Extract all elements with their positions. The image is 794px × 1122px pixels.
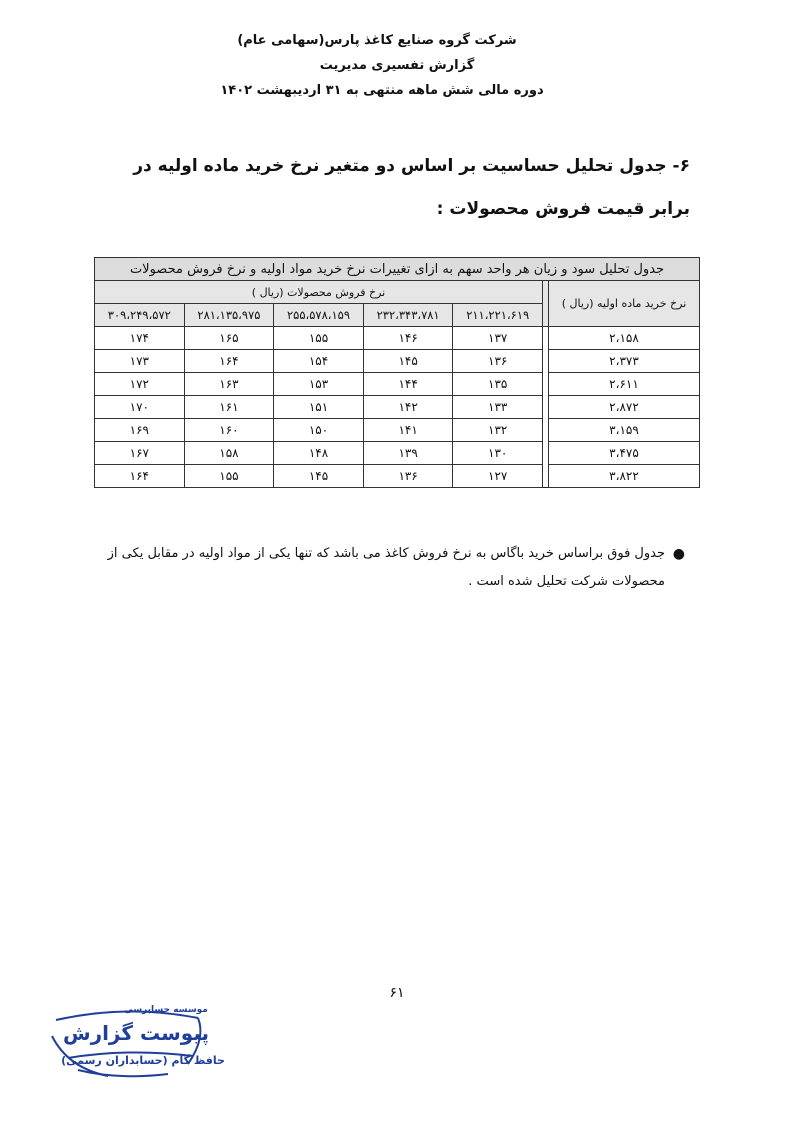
eps-value-cell: ۱۵۴ [274,350,364,373]
eps-value-cell: ۱۶۵ [184,327,274,350]
eps-value-cell: ۱۶۴ [184,350,274,373]
raw-material-price-cell: ۲،۳۷۳ [549,350,700,373]
eps-value-cell: ۱۵۸ [184,442,274,465]
table-row [95,396,700,419]
column-gap [543,327,549,350]
eps-value-cell: ۱۶۰ [184,419,274,442]
column-gap [543,396,549,419]
eps-value-cell: ۱۳۷ [453,327,543,350]
raw-material-price-cell: ۲،۶۱۱ [549,373,700,396]
report-period: دوره مالی شش ماهه منتهی به ۳۱ اردیبهشت ۱۴۰۲ [220,83,544,98]
seal-text-firm: حافظ گام (حسابداران رسمی) [61,1054,225,1067]
sale-price-header: ۲۳۲،۳۴۳،۷۸۱ [363,304,453,327]
seal-text-institute: موسسه حسابرسی [124,1005,208,1015]
eps-value-cell: ۱۳۵ [453,373,543,396]
table-row [95,419,700,442]
eps-value-cell: ۱۴۵ [363,350,453,373]
table-note [95,540,685,596]
column-gap [543,419,549,442]
eps-value-cell: ۱۶۷ [95,442,185,465]
sale-price-group-header: نرخ فروش محصولات (ریال ) [95,281,543,304]
table-row [95,465,700,488]
raw-material-price-cell: ۲،۱۵۸ [549,327,700,350]
note-text: جدول فوق براساس خرید باگاس به نرخ فروش کاغذ می باشد که تنها یکی از مواد اولیه در مقابل یکی از محصولات شرکت تحلیل شده است . [107,546,665,589]
report-header [0,28,794,103]
company-name: شرکت گروه صنایع کاغذ پارس(سهامی عام) [237,33,517,48]
report-title: گزارش تفسیری مدیریت [319,58,475,73]
table-caption: جدول تحلیل سود و زیان هر واحد سهم به ازای تغییرات نرخ خرید مواد اولیه و نرخ فروش محصولات [95,258,700,281]
column-gap [543,442,549,465]
eps-value-cell: ۱۷۲ [95,373,185,396]
sale-price-header: ۲۵۵،۵۷۸،۱۵۹ [274,304,364,327]
column-gap [543,373,549,396]
eps-value-cell: ۱۷۰ [95,396,185,419]
eps-value-cell: ۱۵۱ [274,396,364,419]
eps-value-cell: ۱۵۵ [274,327,364,350]
eps-value-cell: ۱۵۰ [274,419,364,442]
raw-material-price-cell: ۳،۸۲۲ [549,465,700,488]
eps-value-cell: ۱۳۳ [453,396,543,419]
page-number: ۶۱ [389,985,405,1001]
sale-price-header: ۲۱۱،۲۲۱،۶۱۹ [453,304,543,327]
seal-text-attachment: پیوست گزارش [62,1021,210,1045]
eps-value-cell: ۱۳۹ [363,442,453,465]
table-row [95,442,700,465]
sensitivity-table-wrap [94,257,700,488]
eps-value-cell: ۱۲۷ [453,465,543,488]
eps-value-cell: ۱۶۳ [184,373,274,396]
raw-price-header: نرخ خرید ماده اولیه (ریال ) [549,281,700,327]
eps-value-cell: ۱۴۶ [363,327,453,350]
raw-material-price-cell: ۳،۴۷۵ [549,442,700,465]
eps-value-cell: ۱۴۱ [363,419,453,442]
eps-value-cell: ۱۷۳ [95,350,185,373]
eps-value-cell: ۱۷۴ [95,327,185,350]
eps-value-cell: ۱۶۹ [95,419,185,442]
table-row [95,327,700,350]
eps-value-cell: ۱۴۴ [363,373,453,396]
sale-price-header: ۲۸۱،۱۳۵،۹۷۵ [184,304,274,327]
eps-value-cell: ۱۶۱ [184,396,274,419]
auditor-seal-stamp [48,998,225,1083]
bullet-icon: ● [672,546,685,562]
table-row [95,350,700,373]
eps-value-cell: ۱۶۴ [95,465,185,488]
eps-value-cell: ۱۴۸ [274,442,364,465]
eps-value-cell: ۱۳۶ [363,465,453,488]
eps-value-cell: ۱۳۲ [453,419,543,442]
eps-value-cell: ۱۵۳ [274,373,364,396]
table-row [95,373,700,396]
eps-value-cell: ۱۳۶ [453,350,543,373]
eps-value-cell: ۱۴۲ [363,396,453,419]
column-gap [543,465,549,488]
column-gap [543,281,549,327]
eps-value-cell: ۱۴۵ [274,465,364,488]
raw-material-price-cell: ۳،۱۵۹ [549,419,700,442]
column-gap [543,350,549,373]
raw-material-price-cell: ۲،۸۷۲ [549,396,700,419]
section-title: ۶- جدول تحلیل حساسیت بر اساس دو متغیر نرخ خرید ماده اولیه در برابر قیمت فروش محصولات : [133,156,690,219]
sale-price-header: ۳۰۹،۲۴۹،۵۷۲ [95,304,185,327]
eps-value-cell: ۱۵۵ [184,465,274,488]
eps-value-cell: ۱۳۰ [453,442,543,465]
sensitivity-table [94,257,700,488]
